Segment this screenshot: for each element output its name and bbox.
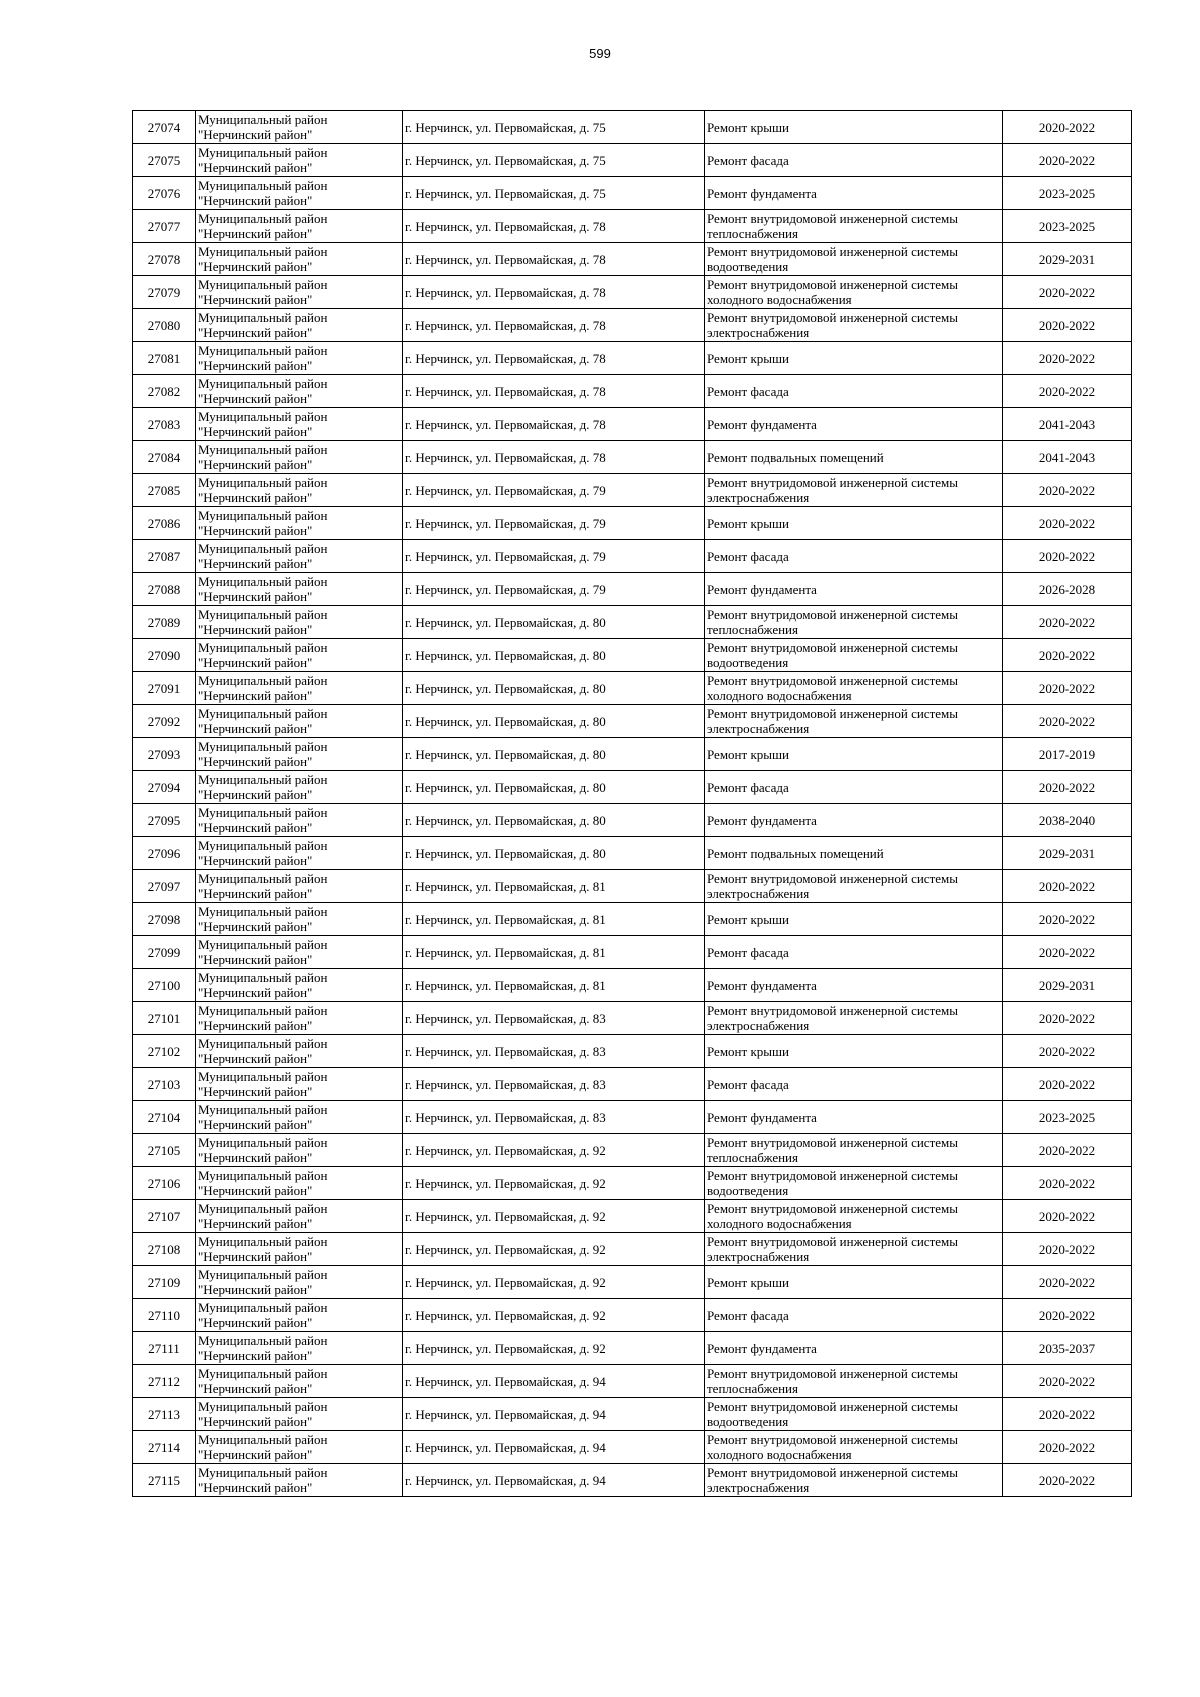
municipality-cell: Муниципальный район "Нерчинский район" <box>196 672 403 705</box>
period-cell: 2020-2022 <box>1003 705 1132 738</box>
work-type-cell: Ремонт крыши <box>705 111 1003 144</box>
row-number-cell: 27084 <box>133 441 196 474</box>
period-cell: 2020-2022 <box>1003 540 1132 573</box>
work-type-cell: Ремонт внутридомовой инженерной системы водоотведения <box>705 639 1003 672</box>
period-cell: 2020-2022 <box>1003 144 1132 177</box>
row-number-cell: 27109 <box>133 1266 196 1299</box>
work-type-cell: Ремонт фасада <box>705 771 1003 804</box>
work-type-cell: Ремонт крыши <box>705 1266 1003 1299</box>
table-row <box>133 1332 1132 1365</box>
period-cell: 2041-2043 <box>1003 408 1132 441</box>
row-number-cell: 27077 <box>133 210 196 243</box>
period-cell: 2020-2022 <box>1003 1200 1132 1233</box>
table-row <box>133 837 1132 870</box>
row-number-cell: 27112 <box>133 1365 196 1398</box>
table-row <box>133 1200 1132 1233</box>
period-cell: 2029-2031 <box>1003 837 1132 870</box>
work-type-cell: Ремонт внутридомовой инженерной системы электроснабжения <box>705 309 1003 342</box>
municipality-cell: Муниципальный район "Нерчинский район" <box>196 276 403 309</box>
municipality-cell: Муниципальный район "Нерчинский район" <box>196 474 403 507</box>
row-number-cell: 27075 <box>133 144 196 177</box>
row-number-cell: 27105 <box>133 1134 196 1167</box>
municipality-cell: Муниципальный район "Нерчинский район" <box>196 507 403 540</box>
row-number-cell: 27114 <box>133 1431 196 1464</box>
municipality-cell: Муниципальный район "Нерчинский район" <box>196 573 403 606</box>
municipality-cell: Муниципальный район "Нерчинский район" <box>196 705 403 738</box>
municipality-cell: Муниципальный район "Нерчинский район" <box>196 111 403 144</box>
work-type-cell: Ремонт крыши <box>705 903 1003 936</box>
table-row <box>133 1464 1132 1497</box>
municipality-cell: Муниципальный район "Нерчинский район" <box>196 1167 403 1200</box>
municipality-cell: Муниципальный район "Нерчинский район" <box>196 1431 403 1464</box>
table-row <box>133 1398 1132 1431</box>
table-row <box>133 1167 1132 1200</box>
work-type-cell: Ремонт внутридомовой инженерной системы водоотведения <box>705 243 1003 276</box>
period-cell: 2020-2022 <box>1003 771 1132 804</box>
address-cell: г. Нерчинск, ул. Первомайская, д. 78 <box>403 243 705 276</box>
work-type-cell: Ремонт внутридомовой инженерной системы теплоснабжения <box>705 1134 1003 1167</box>
row-number-cell: 27085 <box>133 474 196 507</box>
work-type-cell: Ремонт крыши <box>705 507 1003 540</box>
address-cell: г. Нерчинск, ул. Первомайская, д. 80 <box>403 738 705 771</box>
row-number-cell: 27097 <box>133 870 196 903</box>
address-cell: г. Нерчинск, ул. Первомайская, д. 94 <box>403 1431 705 1464</box>
municipality-cell: Муниципальный район "Нерчинский район" <box>196 540 403 573</box>
table-row <box>133 441 1132 474</box>
table-row <box>133 870 1132 903</box>
address-cell: г. Нерчинск, ул. Первомайская, д. 78 <box>403 408 705 441</box>
municipality-cell: Муниципальный район "Нерчинский район" <box>196 342 403 375</box>
municipality-cell: Муниципальный район "Нерчинский район" <box>196 639 403 672</box>
address-cell: г. Нерчинск, ул. Первомайская, д. 83 <box>403 1101 705 1134</box>
work-type-cell: Ремонт крыши <box>705 738 1003 771</box>
address-cell: г. Нерчинск, ул. Первомайская, д. 75 <box>403 144 705 177</box>
table-row <box>133 1266 1132 1299</box>
period-cell: 2026-2028 <box>1003 573 1132 606</box>
row-number-cell: 27103 <box>133 1068 196 1101</box>
table-row <box>133 804 1132 837</box>
address-cell: г. Нерчинск, ул. Первомайская, д. 94 <box>403 1398 705 1431</box>
municipality-cell: Муниципальный район "Нерчинский район" <box>196 837 403 870</box>
municipality-cell: Муниципальный район "Нерчинский район" <box>196 1299 403 1332</box>
period-cell: 2017-2019 <box>1003 738 1132 771</box>
work-type-cell: Ремонт фундамента <box>705 1332 1003 1365</box>
row-number-cell: 27100 <box>133 969 196 1002</box>
municipality-cell: Муниципальный район "Нерчинский район" <box>196 309 403 342</box>
work-type-cell: Ремонт внутридомовой инженерной системы холодного водоснабжения <box>705 1200 1003 1233</box>
row-number-cell: 27087 <box>133 540 196 573</box>
address-cell: г. Нерчинск, ул. Первомайская, д. 79 <box>403 573 705 606</box>
row-number-cell: 27106 <box>133 1167 196 1200</box>
table-row <box>133 177 1132 210</box>
work-type-cell: Ремонт фундамента <box>705 573 1003 606</box>
municipality-cell: Муниципальный район "Нерчинский район" <box>196 1134 403 1167</box>
row-number-cell: 27098 <box>133 903 196 936</box>
row-number-cell: 27110 <box>133 1299 196 1332</box>
work-type-cell: Ремонт подвальных помещений <box>705 441 1003 474</box>
address-cell: г. Нерчинск, ул. Первомайская, д. 80 <box>403 804 705 837</box>
period-cell: 2020-2022 <box>1003 1134 1132 1167</box>
period-cell: 2020-2022 <box>1003 276 1132 309</box>
work-type-cell: Ремонт фундамента <box>705 177 1003 210</box>
period-cell: 2023-2025 <box>1003 177 1132 210</box>
address-cell: г. Нерчинск, ул. Первомайская, д. 92 <box>403 1233 705 1266</box>
work-type-cell: Ремонт внутридомовой инженерной системы холодного водоснабжения <box>705 672 1003 705</box>
period-cell: 2020-2022 <box>1003 639 1132 672</box>
address-cell: г. Нерчинск, ул. Первомайская, д. 94 <box>403 1365 705 1398</box>
municipality-cell: Муниципальный район "Нерчинский район" <box>196 969 403 1002</box>
work-type-cell: Ремонт внутридомовой инженерной системы теплоснабжения <box>705 210 1003 243</box>
table-row <box>133 1068 1132 1101</box>
row-number-cell: 27083 <box>133 408 196 441</box>
work-type-cell: Ремонт внутридомовой инженерной системы электроснабжения <box>705 1233 1003 1266</box>
work-type-cell: Ремонт фасада <box>705 936 1003 969</box>
row-number-cell: 27079 <box>133 276 196 309</box>
address-cell: г. Нерчинск, ул. Первомайская, д. 81 <box>403 936 705 969</box>
period-cell: 2020-2022 <box>1003 1002 1132 1035</box>
table-row <box>133 276 1132 309</box>
work-type-cell: Ремонт фасада <box>705 1299 1003 1332</box>
row-number-cell: 27088 <box>133 573 196 606</box>
row-number-cell: 27093 <box>133 738 196 771</box>
table-row <box>133 1233 1132 1266</box>
address-cell: г. Нерчинск, ул. Первомайская, д. 79 <box>403 474 705 507</box>
period-cell: 2038-2040 <box>1003 804 1132 837</box>
municipality-cell: Муниципальный район "Нерчинский район" <box>196 144 403 177</box>
table-row <box>133 111 1132 144</box>
address-cell: г. Нерчинск, ул. Первомайская, д. 79 <box>403 507 705 540</box>
period-cell: 2020-2022 <box>1003 309 1132 342</box>
row-number-cell: 27104 <box>133 1101 196 1134</box>
period-cell: 2020-2022 <box>1003 1068 1132 1101</box>
address-cell: г. Нерчинск, ул. Первомайская, д. 80 <box>403 837 705 870</box>
row-number-cell: 27082 <box>133 375 196 408</box>
row-number-cell: 27095 <box>133 804 196 837</box>
table-row <box>133 1431 1132 1464</box>
period-cell: 2029-2031 <box>1003 969 1132 1002</box>
table-row <box>133 309 1132 342</box>
address-cell: г. Нерчинск, ул. Первомайская, д. 78 <box>403 210 705 243</box>
table-row <box>133 1365 1132 1398</box>
address-cell: г. Нерчинск, ул. Первомайская, д. 83 <box>403 1068 705 1101</box>
address-cell: г. Нерчинск, ул. Первомайская, д. 92 <box>403 1332 705 1365</box>
table-row <box>133 771 1132 804</box>
row-number-cell: 27115 <box>133 1464 196 1497</box>
work-type-cell: Ремонт внутридомовой инженерной системы электроснабжения <box>705 474 1003 507</box>
row-number-cell: 27078 <box>133 243 196 276</box>
address-cell: г. Нерчинск, ул. Первомайская, д. 92 <box>403 1200 705 1233</box>
table-row <box>133 540 1132 573</box>
period-cell: 2041-2043 <box>1003 441 1132 474</box>
period-cell: 2020-2022 <box>1003 903 1132 936</box>
address-cell: г. Нерчинск, ул. Первомайская, д. 80 <box>403 672 705 705</box>
work-type-cell: Ремонт внутридомовой инженерной системы теплоснабжения <box>705 1365 1003 1398</box>
address-cell: г. Нерчинск, ул. Первомайская, д. 81 <box>403 870 705 903</box>
municipality-cell: Муниципальный район "Нерчинский район" <box>196 1464 403 1497</box>
row-number-cell: 27101 <box>133 1002 196 1035</box>
period-cell: 2035-2037 <box>1003 1332 1132 1365</box>
municipality-cell: Муниципальный район "Нерчинский район" <box>196 1068 403 1101</box>
row-number-cell: 27096 <box>133 837 196 870</box>
table-row <box>133 243 1132 276</box>
work-type-cell: Ремонт крыши <box>705 342 1003 375</box>
table-row <box>133 408 1132 441</box>
municipality-cell: Муниципальный район "Нерчинский район" <box>196 1365 403 1398</box>
municipality-cell: Муниципальный район "Нерчинский район" <box>196 408 403 441</box>
work-type-cell: Ремонт фасада <box>705 1068 1003 1101</box>
table-body <box>133 111 1132 1497</box>
table-row <box>133 375 1132 408</box>
municipality-cell: Муниципальный район "Нерчинский район" <box>196 375 403 408</box>
municipality-cell: Муниципальный район "Нерчинский район" <box>196 936 403 969</box>
municipality-cell: Муниципальный район "Нерчинский район" <box>196 738 403 771</box>
address-cell: г. Нерчинск, ул. Первомайская, д. 80 <box>403 639 705 672</box>
work-type-cell: Ремонт крыши <box>705 1035 1003 1068</box>
period-cell: 2020-2022 <box>1003 111 1132 144</box>
table-row <box>133 573 1132 606</box>
table-row <box>133 1134 1132 1167</box>
row-number-cell: 27091 <box>133 672 196 705</box>
period-cell: 2023-2025 <box>1003 210 1132 243</box>
table-row <box>133 1299 1132 1332</box>
municipality-cell: Муниципальный район "Нерчинский район" <box>196 177 403 210</box>
work-type-cell: Ремонт внутридомовой инженерной системы теплоснабжения <box>705 606 1003 639</box>
address-cell: г. Нерчинск, ул. Первомайская, д. 78 <box>403 441 705 474</box>
address-cell: г. Нерчинск, ул. Первомайская, д. 92 <box>403 1167 705 1200</box>
period-cell: 2029-2031 <box>1003 243 1132 276</box>
work-type-cell: Ремонт внутридомовой инженерной системы электроснабжения <box>705 1464 1003 1497</box>
municipality-cell: Муниципальный район "Нерчинский район" <box>196 870 403 903</box>
period-cell: 2020-2022 <box>1003 1365 1132 1398</box>
table-row <box>133 1035 1132 1068</box>
table-row <box>133 738 1132 771</box>
period-cell: 2020-2022 <box>1003 375 1132 408</box>
table-row <box>133 672 1132 705</box>
address-cell: г. Нерчинск, ул. Первомайская, д. 83 <box>403 1035 705 1068</box>
table-row <box>133 342 1132 375</box>
period-cell: 2020-2022 <box>1003 1233 1132 1266</box>
address-cell: г. Нерчинск, ул. Первомайская, д. 83 <box>403 1002 705 1035</box>
period-cell: 2020-2022 <box>1003 1266 1132 1299</box>
period-cell: 2020-2022 <box>1003 936 1132 969</box>
row-number-cell: 27108 <box>133 1233 196 1266</box>
row-number-cell: 27099 <box>133 936 196 969</box>
row-number-cell: 27111 <box>133 1332 196 1365</box>
work-type-cell: Ремонт фундамента <box>705 804 1003 837</box>
address-cell: г. Нерчинск, ул. Первомайская, д. 92 <box>403 1134 705 1167</box>
municipality-cell: Муниципальный район "Нерчинский район" <box>196 210 403 243</box>
period-cell: 2020-2022 <box>1003 1167 1132 1200</box>
municipality-cell: Муниципальный район "Нерчинский район" <box>196 1233 403 1266</box>
row-number-cell: 27113 <box>133 1398 196 1431</box>
table-row <box>133 210 1132 243</box>
period-cell: 2020-2022 <box>1003 1299 1132 1332</box>
period-cell: 2020-2022 <box>1003 672 1132 705</box>
address-cell: г. Нерчинск, ул. Первомайская, д. 92 <box>403 1266 705 1299</box>
row-number-cell: 27076 <box>133 177 196 210</box>
work-type-cell: Ремонт внутридомовой инженерной системы электроснабжения <box>705 870 1003 903</box>
work-type-cell: Ремонт фундамента <box>705 1101 1003 1134</box>
row-number-cell: 27080 <box>133 309 196 342</box>
period-cell: 2020-2022 <box>1003 1431 1132 1464</box>
row-number-cell: 27094 <box>133 771 196 804</box>
table-row <box>133 903 1132 936</box>
address-cell: г. Нерчинск, ул. Первомайская, д. 78 <box>403 309 705 342</box>
municipality-cell: Муниципальный район "Нерчинский район" <box>196 1398 403 1431</box>
work-type-cell: Ремонт внутридомовой инженерной системы холодного водоснабжения <box>705 1431 1003 1464</box>
municipality-cell: Муниципальный район "Нерчинский район" <box>196 1101 403 1134</box>
period-cell: 2020-2022 <box>1003 606 1132 639</box>
work-type-cell: Ремонт фасада <box>705 144 1003 177</box>
work-type-cell: Ремонт фундамента <box>705 969 1003 1002</box>
period-cell: 2020-2022 <box>1003 474 1132 507</box>
municipality-cell: Муниципальный район "Нерчинский район" <box>196 1035 403 1068</box>
address-cell: г. Нерчинск, ул. Первомайская, д. 78 <box>403 276 705 309</box>
work-type-cell: Ремонт подвальных помещений <box>705 837 1003 870</box>
address-cell: г. Нерчинск, ул. Первомайская, д. 75 <box>403 177 705 210</box>
table-row <box>133 606 1132 639</box>
period-cell: 2020-2022 <box>1003 507 1132 540</box>
municipality-cell: Муниципальный район "Нерчинский район" <box>196 606 403 639</box>
table-row <box>133 1002 1132 1035</box>
municipality-cell: Муниципальный район "Нерчинский район" <box>196 804 403 837</box>
address-cell: г. Нерчинск, ул. Первомайская, д. 79 <box>403 540 705 573</box>
work-type-cell: Ремонт внутридомовой инженерной системы электроснабжения <box>705 1002 1003 1035</box>
row-number-cell: 27086 <box>133 507 196 540</box>
period-cell: 2020-2022 <box>1003 1035 1132 1068</box>
municipality-cell: Муниципальный район "Нерчинский район" <box>196 243 403 276</box>
table-row <box>133 936 1132 969</box>
row-number-cell: 27090 <box>133 639 196 672</box>
municipality-cell: Муниципальный район "Нерчинский район" <box>196 1002 403 1035</box>
municipality-cell: Муниципальный район "Нерчинский район" <box>196 903 403 936</box>
row-number-cell: 27074 <box>133 111 196 144</box>
municipality-cell: Муниципальный район "Нерчинский район" <box>196 1200 403 1233</box>
period-cell: 2020-2022 <box>1003 342 1132 375</box>
table-row <box>133 144 1132 177</box>
repair-schedule-table <box>132 110 1132 1497</box>
table-row <box>133 639 1132 672</box>
address-cell: г. Нерчинск, ул. Первомайская, д. 80 <box>403 705 705 738</box>
row-number-cell: 27102 <box>133 1035 196 1068</box>
work-type-cell: Ремонт внутридомовой инженерной системы водоотведения <box>705 1398 1003 1431</box>
table-row <box>133 474 1132 507</box>
period-cell: 2020-2022 <box>1003 1464 1132 1497</box>
table-row <box>133 507 1132 540</box>
address-cell: г. Нерчинск, ул. Первомайская, д. 94 <box>403 1464 705 1497</box>
table-row <box>133 1101 1132 1134</box>
municipality-cell: Муниципальный район "Нерчинский район" <box>196 1332 403 1365</box>
table-row <box>133 969 1132 1002</box>
municipality-cell: Муниципальный район "Нерчинский район" <box>196 771 403 804</box>
row-number-cell: 27107 <box>133 1200 196 1233</box>
municipality-cell: Муниципальный район "Нерчинский район" <box>196 1266 403 1299</box>
row-number-cell: 27089 <box>133 606 196 639</box>
work-type-cell: Ремонт фасада <box>705 540 1003 573</box>
address-cell: г. Нерчинск, ул. Первомайская, д. 81 <box>403 903 705 936</box>
address-cell: г. Нерчинск, ул. Первомайская, д. 81 <box>403 969 705 1002</box>
work-type-cell: Ремонт внутридомовой инженерной системы электроснабжения <box>705 705 1003 738</box>
work-type-cell: Ремонт фасада <box>705 375 1003 408</box>
address-cell: г. Нерчинск, ул. Первомайская, д. 78 <box>403 375 705 408</box>
address-cell: г. Нерчинск, ул. Первомайская, д. 80 <box>403 771 705 804</box>
address-cell: г. Нерчинск, ул. Первомайская, д. 78 <box>403 342 705 375</box>
address-cell: г. Нерчинск, ул. Первомайская, д. 92 <box>403 1299 705 1332</box>
table-row <box>133 705 1132 738</box>
page-number: 599 <box>589 46 611 61</box>
address-cell: г. Нерчинск, ул. Первомайская, д. 80 <box>403 606 705 639</box>
row-number-cell: 27092 <box>133 705 196 738</box>
work-type-cell: Ремонт внутридомовой инженерной системы водоотведения <box>705 1167 1003 1200</box>
row-number-cell: 27081 <box>133 342 196 375</box>
work-type-cell: Ремонт внутридомовой инженерной системы холодного водоснабжения <box>705 276 1003 309</box>
address-cell: г. Нерчинск, ул. Первомайская, д. 75 <box>403 111 705 144</box>
municipality-cell: Муниципальный район "Нерчинский район" <box>196 441 403 474</box>
period-cell: 2020-2022 <box>1003 870 1132 903</box>
work-type-cell: Ремонт фундамента <box>705 408 1003 441</box>
period-cell: 2023-2025 <box>1003 1101 1132 1134</box>
period-cell: 2020-2022 <box>1003 1398 1132 1431</box>
